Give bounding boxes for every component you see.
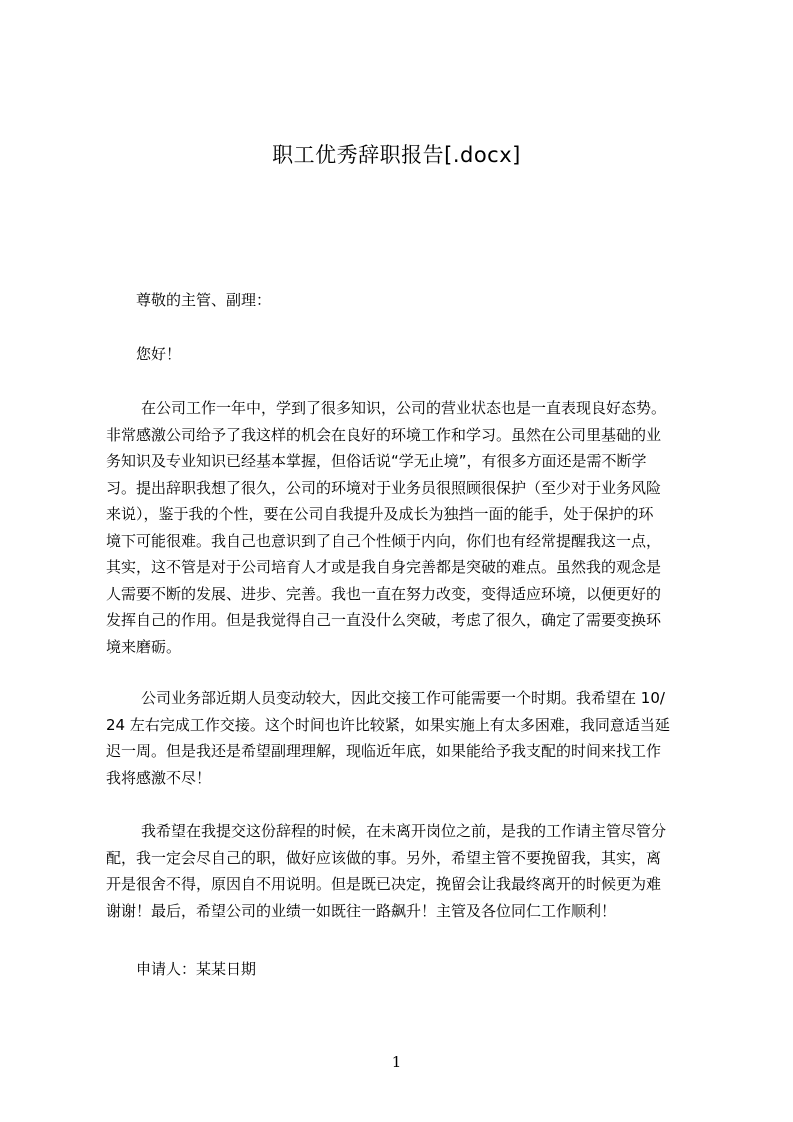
paragraph-line: 境下可能很难。我自己也意识到了自己个性倾于内向，你们也有经常提醒我这一点，	[106, 531, 662, 550]
paragraph-3	[106, 818, 700, 924]
paragraph-line: 非常感激公司给予了我这样的机会在良好的环境工作和学习。虽然在公司里基础的业	[106, 425, 662, 444]
paragraph-line: 我希望在我提交这份辞程的时候，在未离开岗位之前，是我的工作请主管尽管分	[141, 822, 667, 840]
salutation	[106, 287, 700, 314]
paragraph-line: 谢谢！最后，希望公司的业绩一如既往一路飙升！主管及各位同仁工作顺利！	[106, 901, 617, 920]
paragraph-line: 发挥自己的作用。但是我觉得自己一直没什么突破，考虑了很久，确定了需要变换环	[106, 611, 662, 629]
paragraph-line: 务知识及专业知识已经基本掌握，但俗话说“学无止境”，有很多方面还是需不断学	[106, 452, 647, 470]
greeting-text: 您好！	[136, 345, 182, 363]
signature-block	[106, 956, 700, 983]
paragraph-line: 习。提出辞职我想了很久，公司的环境对于业务员很照顾很保护（至少对于业务风险	[106, 478, 662, 497]
paragraph-line: 其实，这不管是对于公司培育人才或是我自身完善都是突破的难点。虽然我的观念是	[106, 558, 662, 576]
page-number: 1	[391, 1053, 402, 1071]
paragraph-line: 开是很舍不得，原因自不用说明。但是既已决定，挽留会让我最终离开的时候更为难	[106, 875, 662, 893]
paragraph-2	[106, 685, 700, 791]
paragraph-line: 配，我一定会尽自己的职，做好应该做的事。另外，希望主管不要挽留我，其实，离	[106, 848, 662, 867]
paragraph-line: 人需要不断的发展、进步、完善。我也一直在努力改变，变得适应环境，以便更好的	[106, 584, 662, 603]
paragraph-line: 来说），鉴于我的个性，要在公司自我提升及成长为独挡一面的能手，处于保护的环	[106, 505, 654, 523]
paragraph-line: 境来磨砺。	[106, 637, 182, 656]
document-title: 职工优秀辞职报告[.docx]	[272, 143, 521, 167]
signature-text: 申请人：某某日期	[136, 960, 257, 978]
paragraph-line: 在公司工作一年中，学到了很多知识，公司的营业状态也是一直表现良好态势。	[141, 399, 667, 417]
greeting	[106, 341, 700, 368]
paragraph-1	[106, 395, 700, 660]
paragraph-line: 我将感激不尽！	[106, 768, 212, 787]
paragraph-line: 24 左右完成工作交接。这个时间也许比较紧，如果实施上有太多困难，我同意适当延	[106, 715, 670, 734]
salutation-text: 尊敬的主管、副理：	[136, 291, 272, 309]
paragraph-line: 迟一周。但是我还是希望副理理解，现临近年底，如果能给予我支配的时间来找工作	[106, 742, 662, 760]
paragraph-line: 公司业务部近期人员变动较大，因此交接工作可能需要一个时期。我希望在 10/	[141, 689, 665, 707]
